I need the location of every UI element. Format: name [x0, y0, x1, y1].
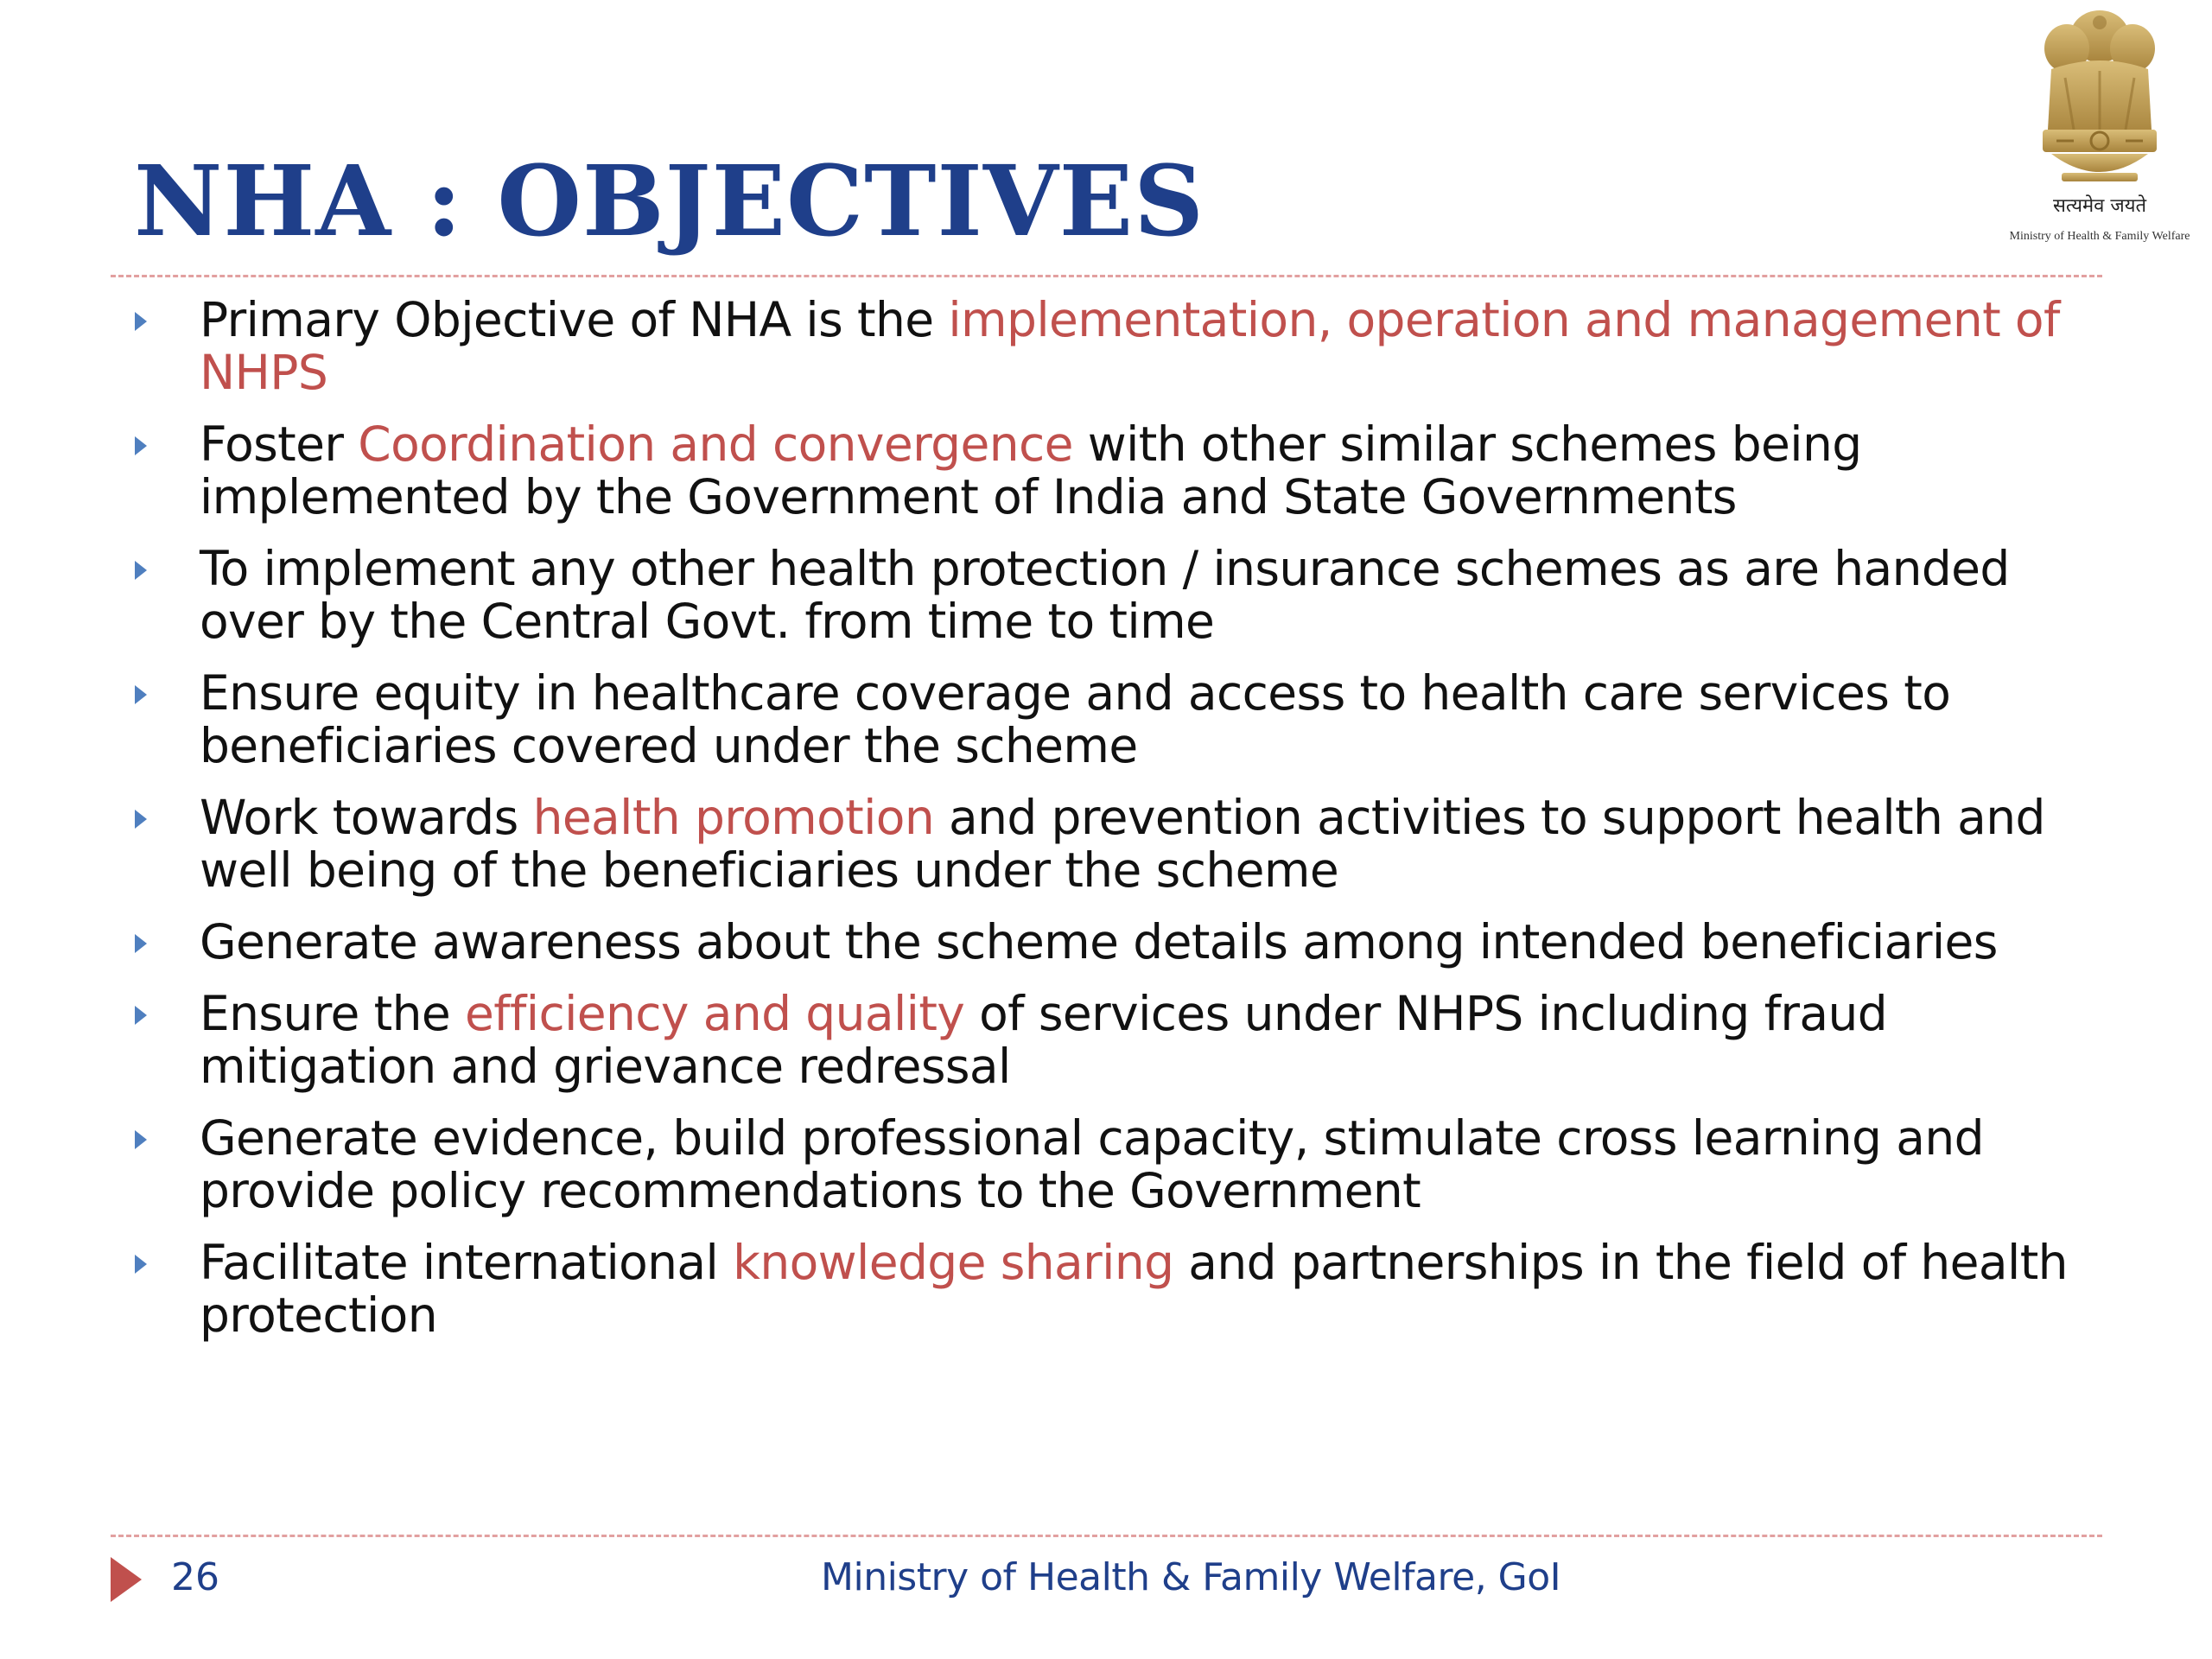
list-item	[130, 1236, 2074, 1342]
list-item	[130, 916, 2074, 969]
highlighted-text: health promotion	[532, 790, 935, 845]
bullet-text: Primary Objective of NHA is the	[200, 292, 949, 347]
list-item	[130, 791, 2074, 897]
bullet-arrow-icon	[135, 810, 147, 829]
emblem-motto: सत्यमेव जयते	[2052, 195, 2147, 217]
list-item	[130, 543, 2074, 648]
highlighted-text: implementation, operation and management of NHPS	[200, 292, 2060, 400]
bullet-text: Generate evidence, build professional capacity, stimulate cross learning and provide policy recommendations to the Government	[200, 1110, 1984, 1218]
bullet-arrow-icon	[135, 1255, 147, 1274]
bullet-text: Work towards	[200, 790, 533, 845]
bullet-arrow-icon	[135, 312, 147, 331]
list-item	[130, 418, 2074, 524]
bullet-text: Generate awareness about the scheme details among intended beneficiaries	[200, 914, 1998, 969]
footer-text: Ministry of Health & Family Welfare, GoI	[821, 1555, 1561, 1599]
bullet-arrow-icon	[135, 1130, 147, 1149]
bullet-text: Ensure the	[200, 986, 465, 1041]
list-item	[130, 667, 2074, 772]
national-emblem	[1987, 0, 2212, 251]
bullet-text: To implement any other health protection / insurance schemes as are handed over by the Central Govt. from time to time	[200, 541, 2010, 649]
title-divider	[111, 275, 2102, 277]
bullet-text: of services under NHPS including fraud mitigation and grievance redressal	[200, 986, 1888, 1094]
footer-arrow-icon	[111, 1557, 142, 1602]
bullet-text: with other similar schemes being implemented by the Government of India and State Governments	[200, 416, 1862, 524]
list-item	[130, 1112, 2074, 1217]
highlighted-text: efficiency and quality	[465, 986, 965, 1041]
highlighted-text: Coordination and convergence	[358, 416, 1073, 472]
lion-capital-icon	[1987, 0, 2212, 194]
emblem-ministry-caption: Ministry of Health & Family Welfare	[2009, 230, 2190, 243]
footer-divider	[111, 1535, 2102, 1537]
bullet-text: Ensure equity in healthcare coverage and access to health care services to beneficiaries covered under the scheme	[200, 665, 1951, 773]
bullet-text: and partnerships in the field of health protection	[200, 1235, 2068, 1343]
bullet-arrow-icon	[135, 1006, 147, 1025]
list-item	[130, 988, 2074, 1093]
list-item	[130, 294, 2074, 399]
slide-title: NHA : OBJECTIVES	[134, 145, 1205, 258]
bullet-arrow-icon	[135, 561, 147, 580]
bullet-arrow-icon	[135, 685, 147, 704]
bullet-text: Facilitate international	[200, 1235, 734, 1290]
bullet-text: and prevention activities to support health and well being of the beneficiaries under the scheme	[200, 790, 2045, 898]
objectives-list	[130, 294, 2074, 1361]
bullet-arrow-icon	[135, 436, 147, 455]
bullet-arrow-icon	[135, 934, 147, 953]
highlighted-text: knowledge sharing	[733, 1235, 1174, 1290]
bullet-text: Foster	[200, 416, 359, 472]
page-number: 26	[171, 1555, 219, 1599]
